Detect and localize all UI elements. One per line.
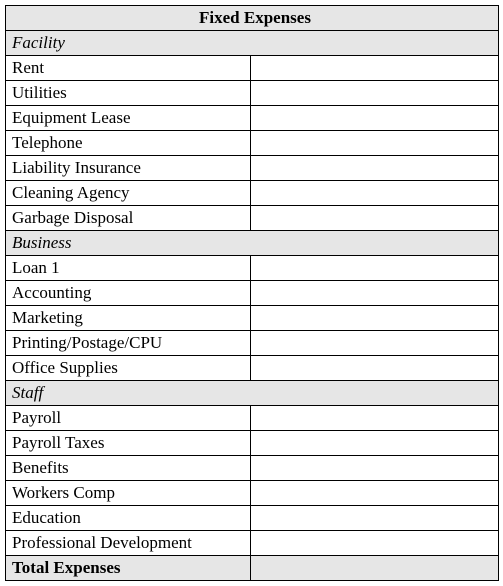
expense-amount-cell[interactable] (251, 331, 499, 356)
expense-amount-cell[interactable] (251, 456, 499, 481)
expense-row (6, 81, 499, 106)
total-row (6, 556, 499, 581)
expense-amount-cell[interactable] (251, 81, 499, 106)
expense-label: Workers Comp (6, 481, 251, 506)
expense-label: Accounting (6, 281, 251, 306)
expense-label: Payroll Taxes (6, 431, 251, 456)
expense-label: Liability Insurance (6, 156, 251, 181)
expense-row (6, 456, 499, 481)
expense-amount-cell[interactable] (251, 106, 499, 131)
expense-label: Payroll (6, 406, 251, 431)
section-row-facility (6, 31, 499, 56)
expense-row (6, 156, 499, 181)
section-header: Business (6, 231, 499, 256)
table-body (6, 6, 499, 581)
expense-row (6, 256, 499, 281)
expense-row (6, 206, 499, 231)
expense-row (6, 181, 499, 206)
expense-label: Office Supplies (6, 356, 251, 381)
expense-amount-cell[interactable] (251, 281, 499, 306)
section-row-business (6, 231, 499, 256)
expense-amount-cell[interactable] (251, 481, 499, 506)
expense-row (6, 406, 499, 431)
expense-amount-cell[interactable] (251, 181, 499, 206)
expense-label: Printing/Postage/CPU (6, 331, 251, 356)
table-title-row (6, 6, 499, 31)
section-header: Facility (6, 31, 499, 56)
expense-amount-cell[interactable] (251, 306, 499, 331)
expense-row (6, 506, 499, 531)
expense-amount-cell[interactable] (251, 506, 499, 531)
expense-label: Education (6, 506, 251, 531)
expense-row (6, 331, 499, 356)
expense-amount-cell[interactable] (251, 206, 499, 231)
expense-label: Professional Development (6, 531, 251, 556)
fixed-expenses-table (5, 5, 499, 581)
section-row-staff (6, 381, 499, 406)
expense-row (6, 131, 499, 156)
expense-amount-cell[interactable] (251, 156, 499, 181)
expense-row (6, 106, 499, 131)
expense-label: Marketing (6, 306, 251, 331)
expense-amount-cell[interactable] (251, 356, 499, 381)
expense-amount-cell[interactable] (251, 256, 499, 281)
expense-label: Rent (6, 56, 251, 81)
expense-label: Cleaning Agency (6, 181, 251, 206)
expense-label: Utilities (6, 81, 251, 106)
expense-label: Telephone (6, 131, 251, 156)
total-label: Total Expenses (6, 556, 251, 581)
expense-amount-cell[interactable] (251, 131, 499, 156)
expense-label: Loan 1 (6, 256, 251, 281)
expense-amount-cell[interactable] (251, 56, 499, 81)
expense-label: Benefits (6, 456, 251, 481)
expense-row (6, 356, 499, 381)
expense-row (6, 281, 499, 306)
expense-row (6, 431, 499, 456)
section-header: Staff (6, 381, 499, 406)
expense-amount-cell[interactable] (251, 406, 499, 431)
expense-row (6, 56, 499, 81)
expense-amount-cell[interactable] (251, 431, 499, 456)
expense-row (6, 531, 499, 556)
total-amount-cell[interactable] (251, 556, 499, 581)
expense-label: Equipment Lease (6, 106, 251, 131)
expense-label: Garbage Disposal (6, 206, 251, 231)
expense-row (6, 481, 499, 506)
expense-amount-cell[interactable] (251, 531, 499, 556)
expense-row (6, 306, 499, 331)
table-title: Fixed Expenses (6, 6, 499, 31)
